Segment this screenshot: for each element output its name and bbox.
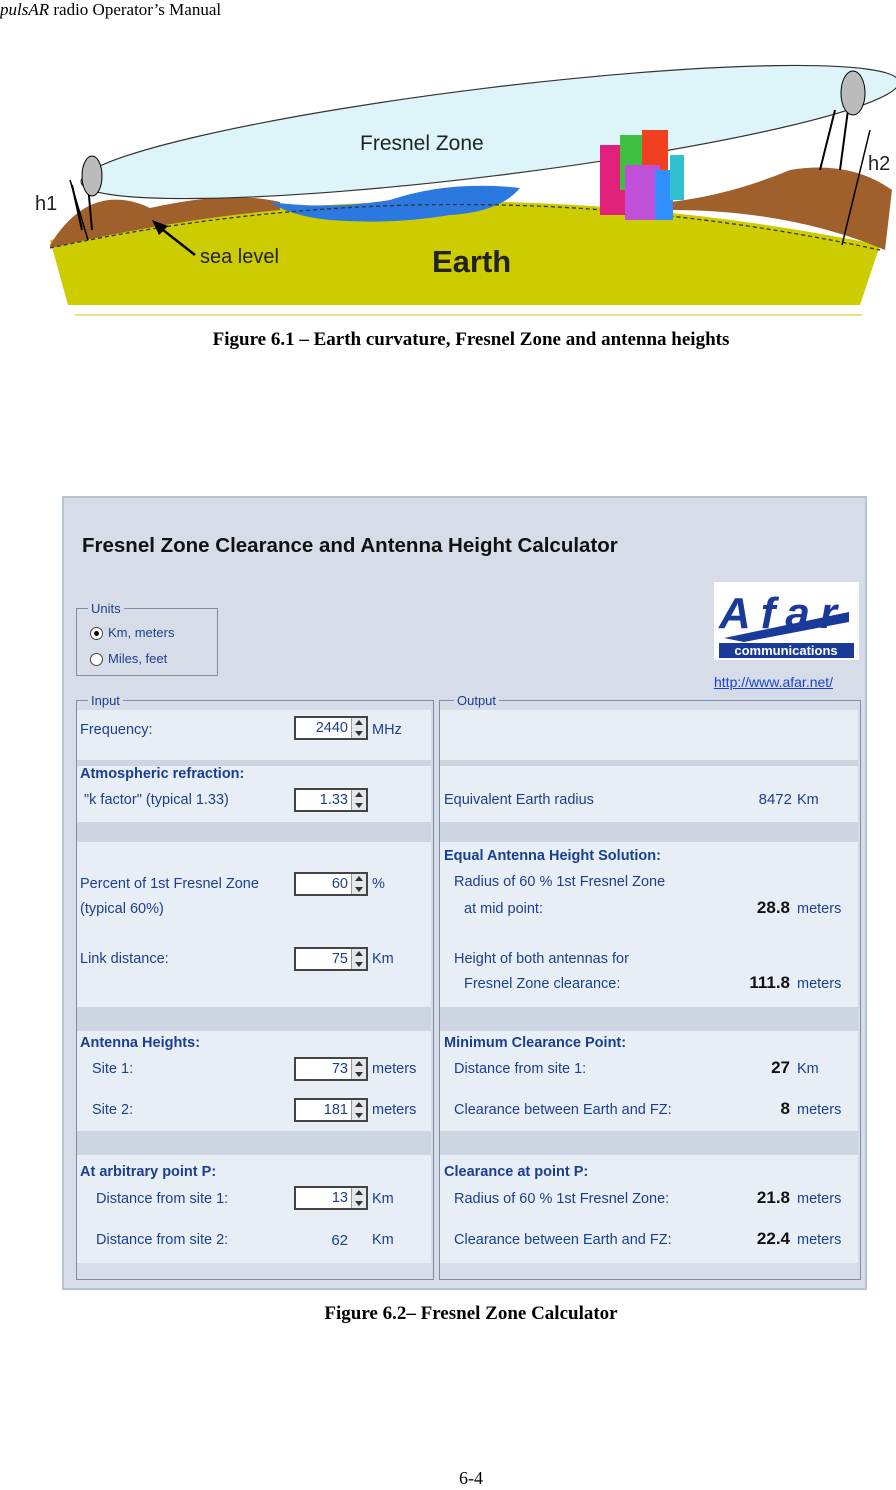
antenna-heights-heading: Antenna Heights: bbox=[80, 1035, 201, 1051]
units-radio-km[interactable] bbox=[90, 627, 103, 640]
fresnel-zone-label: Fresnel Zone bbox=[360, 132, 484, 155]
output-legend: Output bbox=[454, 693, 499, 708]
kfactor-input[interactable] bbox=[294, 788, 368, 812]
units-option-km: Km, meters bbox=[108, 625, 175, 640]
afar-logo-graphic bbox=[714, 582, 859, 660]
dist1-unit: Km bbox=[372, 1191, 394, 1207]
input-legend: Input bbox=[88, 693, 123, 708]
site2-height-input[interactable] bbox=[294, 1098, 368, 1122]
divider bbox=[77, 1007, 431, 1031]
kfactor-spinner[interactable] bbox=[351, 790, 366, 810]
percent-label: Percent of 1st Fresnel Zone bbox=[80, 876, 259, 892]
divider bbox=[440, 822, 858, 842]
percent-unit: % bbox=[372, 876, 385, 892]
afar-logo-sub: communications bbox=[734, 643, 838, 658]
radius-value: 28.8 bbox=[756, 898, 790, 917]
earth-radius-unit: Km bbox=[797, 792, 819, 808]
site1-height-input[interactable] bbox=[294, 1057, 368, 1081]
min-clear-value: 8 bbox=[780, 1099, 790, 1118]
frequency-unit: MHz bbox=[372, 722, 402, 738]
link-distance-unit: Km bbox=[372, 951, 394, 967]
percent-input[interactable] bbox=[294, 872, 368, 896]
units-radio-miles[interactable] bbox=[90, 653, 103, 666]
percent-sub: (typical 60%) bbox=[80, 901, 164, 917]
percent-spinner[interactable] bbox=[351, 874, 366, 894]
percent-value: 60 bbox=[331, 876, 348, 892]
both-antennas-sub: Fresnel Zone clearance: bbox=[464, 976, 621, 992]
link-distance-input[interactable] bbox=[294, 947, 368, 971]
min-clear-unit: meters bbox=[797, 1102, 842, 1118]
point-p-clearance-heading: Clearance at point P: bbox=[444, 1164, 589, 1180]
min-clearance-heading: Minimum Clearance Point: bbox=[444, 1035, 627, 1051]
dist2-value: 62 bbox=[331, 1232, 348, 1249]
h2-label: h2 bbox=[868, 153, 891, 175]
figure-earth-curvature bbox=[30, 60, 896, 320]
link-distance-value: 75 bbox=[331, 951, 348, 967]
dist1-input[interactable] bbox=[294, 1186, 368, 1210]
link-distance-spinner[interactable] bbox=[351, 949, 366, 969]
afar-logo bbox=[714, 582, 859, 660]
sea-level-label: sea level bbox=[200, 246, 279, 268]
earth-radius-value: 8472 bbox=[758, 791, 792, 808]
site1-spinner[interactable] bbox=[351, 1059, 366, 1079]
running-header: pulsAR radio Operator’s Manual bbox=[0, 0, 222, 19]
site2-unit: meters bbox=[372, 1102, 417, 1118]
site1-height-value: 73 bbox=[331, 1061, 348, 1077]
radius-unit: meters bbox=[797, 901, 842, 917]
output-band-top bbox=[440, 710, 858, 760]
units-option-miles: Miles, feet bbox=[108, 651, 168, 666]
p-radius-value: 21.8 bbox=[756, 1188, 790, 1207]
p-clear-unit: meters bbox=[797, 1232, 842, 1248]
dist1-label: Distance from site 1: bbox=[96, 1191, 229, 1207]
frequency-value: 2440 bbox=[315, 720, 348, 736]
min-clear-label: Clearance between Earth and FZ: bbox=[454, 1102, 672, 1118]
divider bbox=[440, 1007, 858, 1031]
divider bbox=[440, 1131, 858, 1155]
kfactor-label: "k factor" (typical 1.33) bbox=[84, 792, 229, 808]
divider bbox=[77, 822, 431, 842]
p-radius-label: Radius of 60 % 1st Fresnel Zone: bbox=[454, 1191, 670, 1207]
figure2-caption: Figure 6.2– Fresnel Zone Calculator bbox=[324, 1303, 618, 1324]
kfactor-value: 1.33 bbox=[319, 792, 348, 808]
equal-height-heading: Equal Antenna Height Solution: bbox=[444, 848, 661, 864]
divider bbox=[77, 1131, 431, 1155]
dist2-label: Distance from site 2: bbox=[96, 1232, 229, 1248]
input-band-fresnel bbox=[77, 842, 431, 1007]
frequency-spinner[interactable] bbox=[351, 718, 366, 738]
min-distance-unit: Km bbox=[797, 1061, 819, 1077]
both-antennas-unit: meters bbox=[797, 976, 842, 992]
both-antennas-value: 111.8 bbox=[749, 973, 790, 992]
min-distance-value: 27 bbox=[771, 1058, 790, 1077]
point-p-heading: At arbitrary point P: bbox=[80, 1164, 217, 1180]
earth-diagram bbox=[30, 60, 896, 320]
site2-height-value: 181 bbox=[323, 1102, 348, 1118]
link-distance-label: Link distance: bbox=[80, 951, 169, 967]
site2-label: Site 2: bbox=[92, 1102, 134, 1118]
radius-sub: at mid point: bbox=[464, 901, 543, 917]
earth-radius-label: Equivalent Earth radius bbox=[444, 792, 594, 808]
site2-spinner[interactable] bbox=[351, 1100, 366, 1120]
min-distance-label: Distance from site 1: bbox=[454, 1061, 587, 1077]
fresnel-calculator bbox=[62, 496, 867, 1290]
afar-website-link[interactable]: http://www.afar.net/ bbox=[714, 674, 834, 690]
refraction-heading: Atmospheric refraction: bbox=[80, 766, 245, 782]
afar-logo-brand: Afar bbox=[719, 589, 848, 638]
p-clear-label: Clearance between Earth and FZ: bbox=[454, 1232, 672, 1248]
earth-label: Earth bbox=[432, 244, 512, 279]
h1-label: h1 bbox=[35, 193, 58, 215]
dist1-value: 13 bbox=[331, 1190, 348, 1206]
site1-unit: meters bbox=[372, 1061, 417, 1077]
calculator-title: Fresnel Zone Clearance and Antenna Height Calculator bbox=[82, 534, 618, 557]
page-number: 6-4 bbox=[459, 1468, 483, 1488]
units-legend: Units bbox=[88, 601, 124, 616]
radius-label: Radius of 60 % 1st Fresnel Zone bbox=[454, 874, 666, 890]
figure1-caption: Figure 6.1 – Earth curvature, Fresnel Zone and antenna heights bbox=[212, 329, 730, 350]
site1-label: Site 1: bbox=[92, 1061, 134, 1077]
both-antennas-label: Height of both antennas for bbox=[454, 951, 629, 967]
dist2-unit: Km bbox=[372, 1232, 394, 1248]
frequency-input[interactable] bbox=[294, 716, 368, 740]
dist1-spinner[interactable] bbox=[351, 1188, 366, 1208]
p-radius-unit: meters bbox=[797, 1191, 842, 1207]
frequency-label: Frequency: bbox=[80, 722, 153, 738]
p-clear-value: 22.4 bbox=[756, 1229, 790, 1248]
